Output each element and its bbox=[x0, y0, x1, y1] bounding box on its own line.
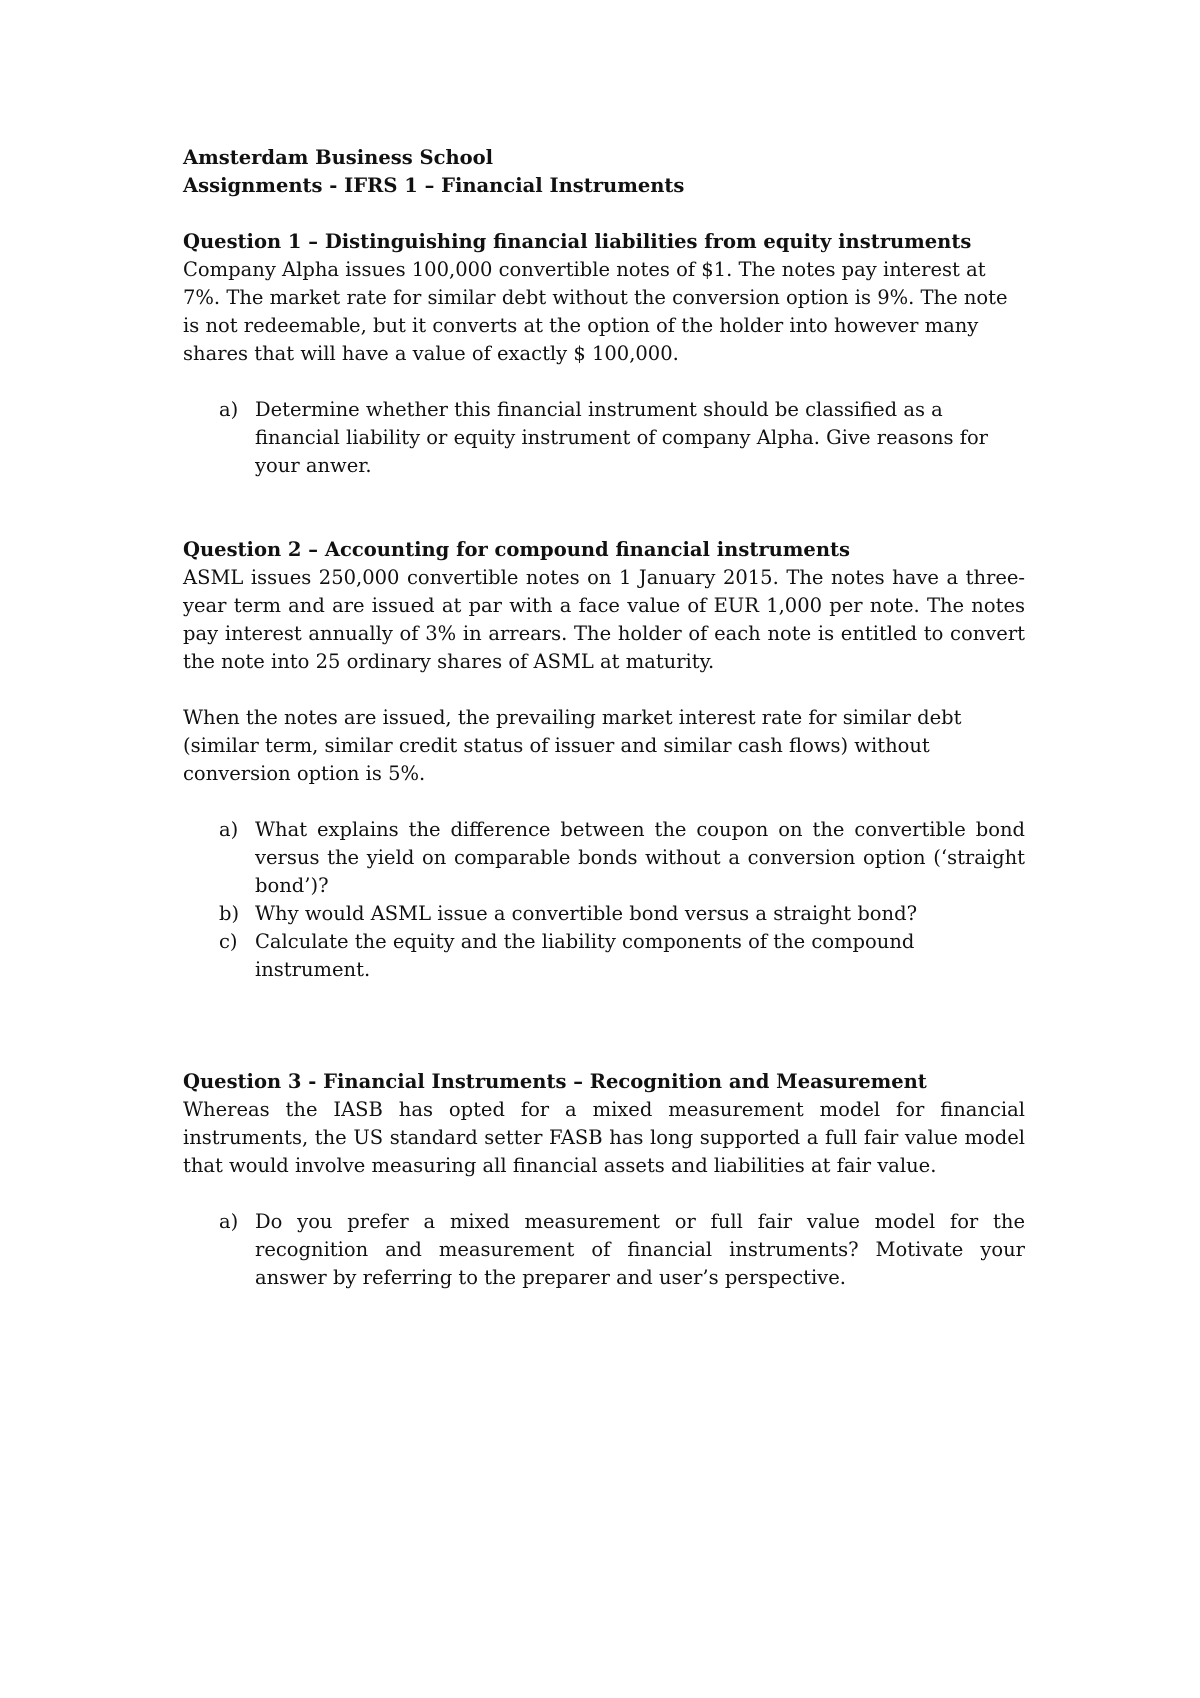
list-item-text: Do you prefer a mixed measurement or full fair value model for the recognition and measurement of financial instruments? Motivate your answer by referring to the preparer and user’s perspective. bbox=[255, 1210, 1025, 1289]
question-1-paragraph: Company Alpha issues 100,000 convertible notes of $1. The notes pay interest at 7%. The market rate for similar debt without the conversion option is 9%. The note is not redeemable, but it converts at the option of the holder into however many shares that will have a value of exactly $ 100,000. bbox=[183, 258, 1008, 365]
document-page bbox=[183, 144, 1025, 1292]
list-item-text: Determine whether this financial instrument should be classified as a financial liability or equity instrument of company Alpha. Give reasons for your anwer. bbox=[255, 398, 989, 477]
question-3 bbox=[183, 1068, 1025, 1292]
list-marker: c) bbox=[219, 930, 238, 953]
list-item-text: Why would ASML issue a convertible bond versus a straight bond? bbox=[255, 902, 918, 925]
question-3-item-a bbox=[183, 1208, 1025, 1292]
question-2-item-a bbox=[183, 816, 1025, 900]
spacer bbox=[183, 200, 1025, 228]
question-2-paragraph-1: ASML issues 250,000 convertible notes on 1 January 2015. The notes have a three-year term and are issued at par with a face value of EUR 1,000 per note. The notes pay interest annually of 3% in arrears. The holder of each note is entitled to convert the note into 25 ordinary shares of ASML at maturity. bbox=[183, 566, 1025, 673]
list-marker: a) bbox=[219, 818, 239, 841]
question-3-paragraph: Whereas the IASB has opted for a mixed measurement model for financial instruments, the US standard setter FASB has long supported a full fair value model that would involve measuring all financial assets and liabilities at fair value. bbox=[183, 1098, 1025, 1177]
list-item-text: Calculate the equity and the liability components of the compound instrument. bbox=[255, 930, 915, 981]
question-1 bbox=[183, 228, 1025, 480]
list-marker: a) bbox=[219, 1210, 239, 1233]
question-1-item-a bbox=[183, 396, 1025, 480]
question-2-list bbox=[183, 816, 1025, 984]
list-marker: a) bbox=[219, 398, 239, 421]
list-item-text: What explains the difference between the coupon on the convertible bond versus the yield on comparable bonds without a conversion option (‘straight bond’)? bbox=[255, 818, 1025, 897]
question-1-list bbox=[183, 396, 1025, 480]
list-marker: b) bbox=[219, 902, 240, 925]
question-1-title: Question 1 – Distinguishing financial liabilities from equity instruments bbox=[183, 230, 972, 253]
school-name: Amsterdam Business School bbox=[183, 146, 494, 169]
question-2 bbox=[183, 536, 1025, 984]
course-title: Assignments - IFRS 1 – Financial Instruments bbox=[183, 174, 685, 197]
question-3-title: Question 3 - Financial Instruments – Recognition and Measurement bbox=[183, 1070, 927, 1093]
question-2-title: Question 2 – Accounting for compound financial instruments bbox=[183, 538, 850, 561]
question-2-item-c bbox=[183, 928, 1025, 984]
question-2-item-b bbox=[183, 900, 1025, 928]
question-3-list bbox=[183, 1208, 1025, 1292]
question-2-paragraph-2: When the notes are issued, the prevailing market interest rate for similar debt (similar term, similar credit status of issuer and similar cash flows) without conversion option is 5%. bbox=[183, 706, 962, 785]
